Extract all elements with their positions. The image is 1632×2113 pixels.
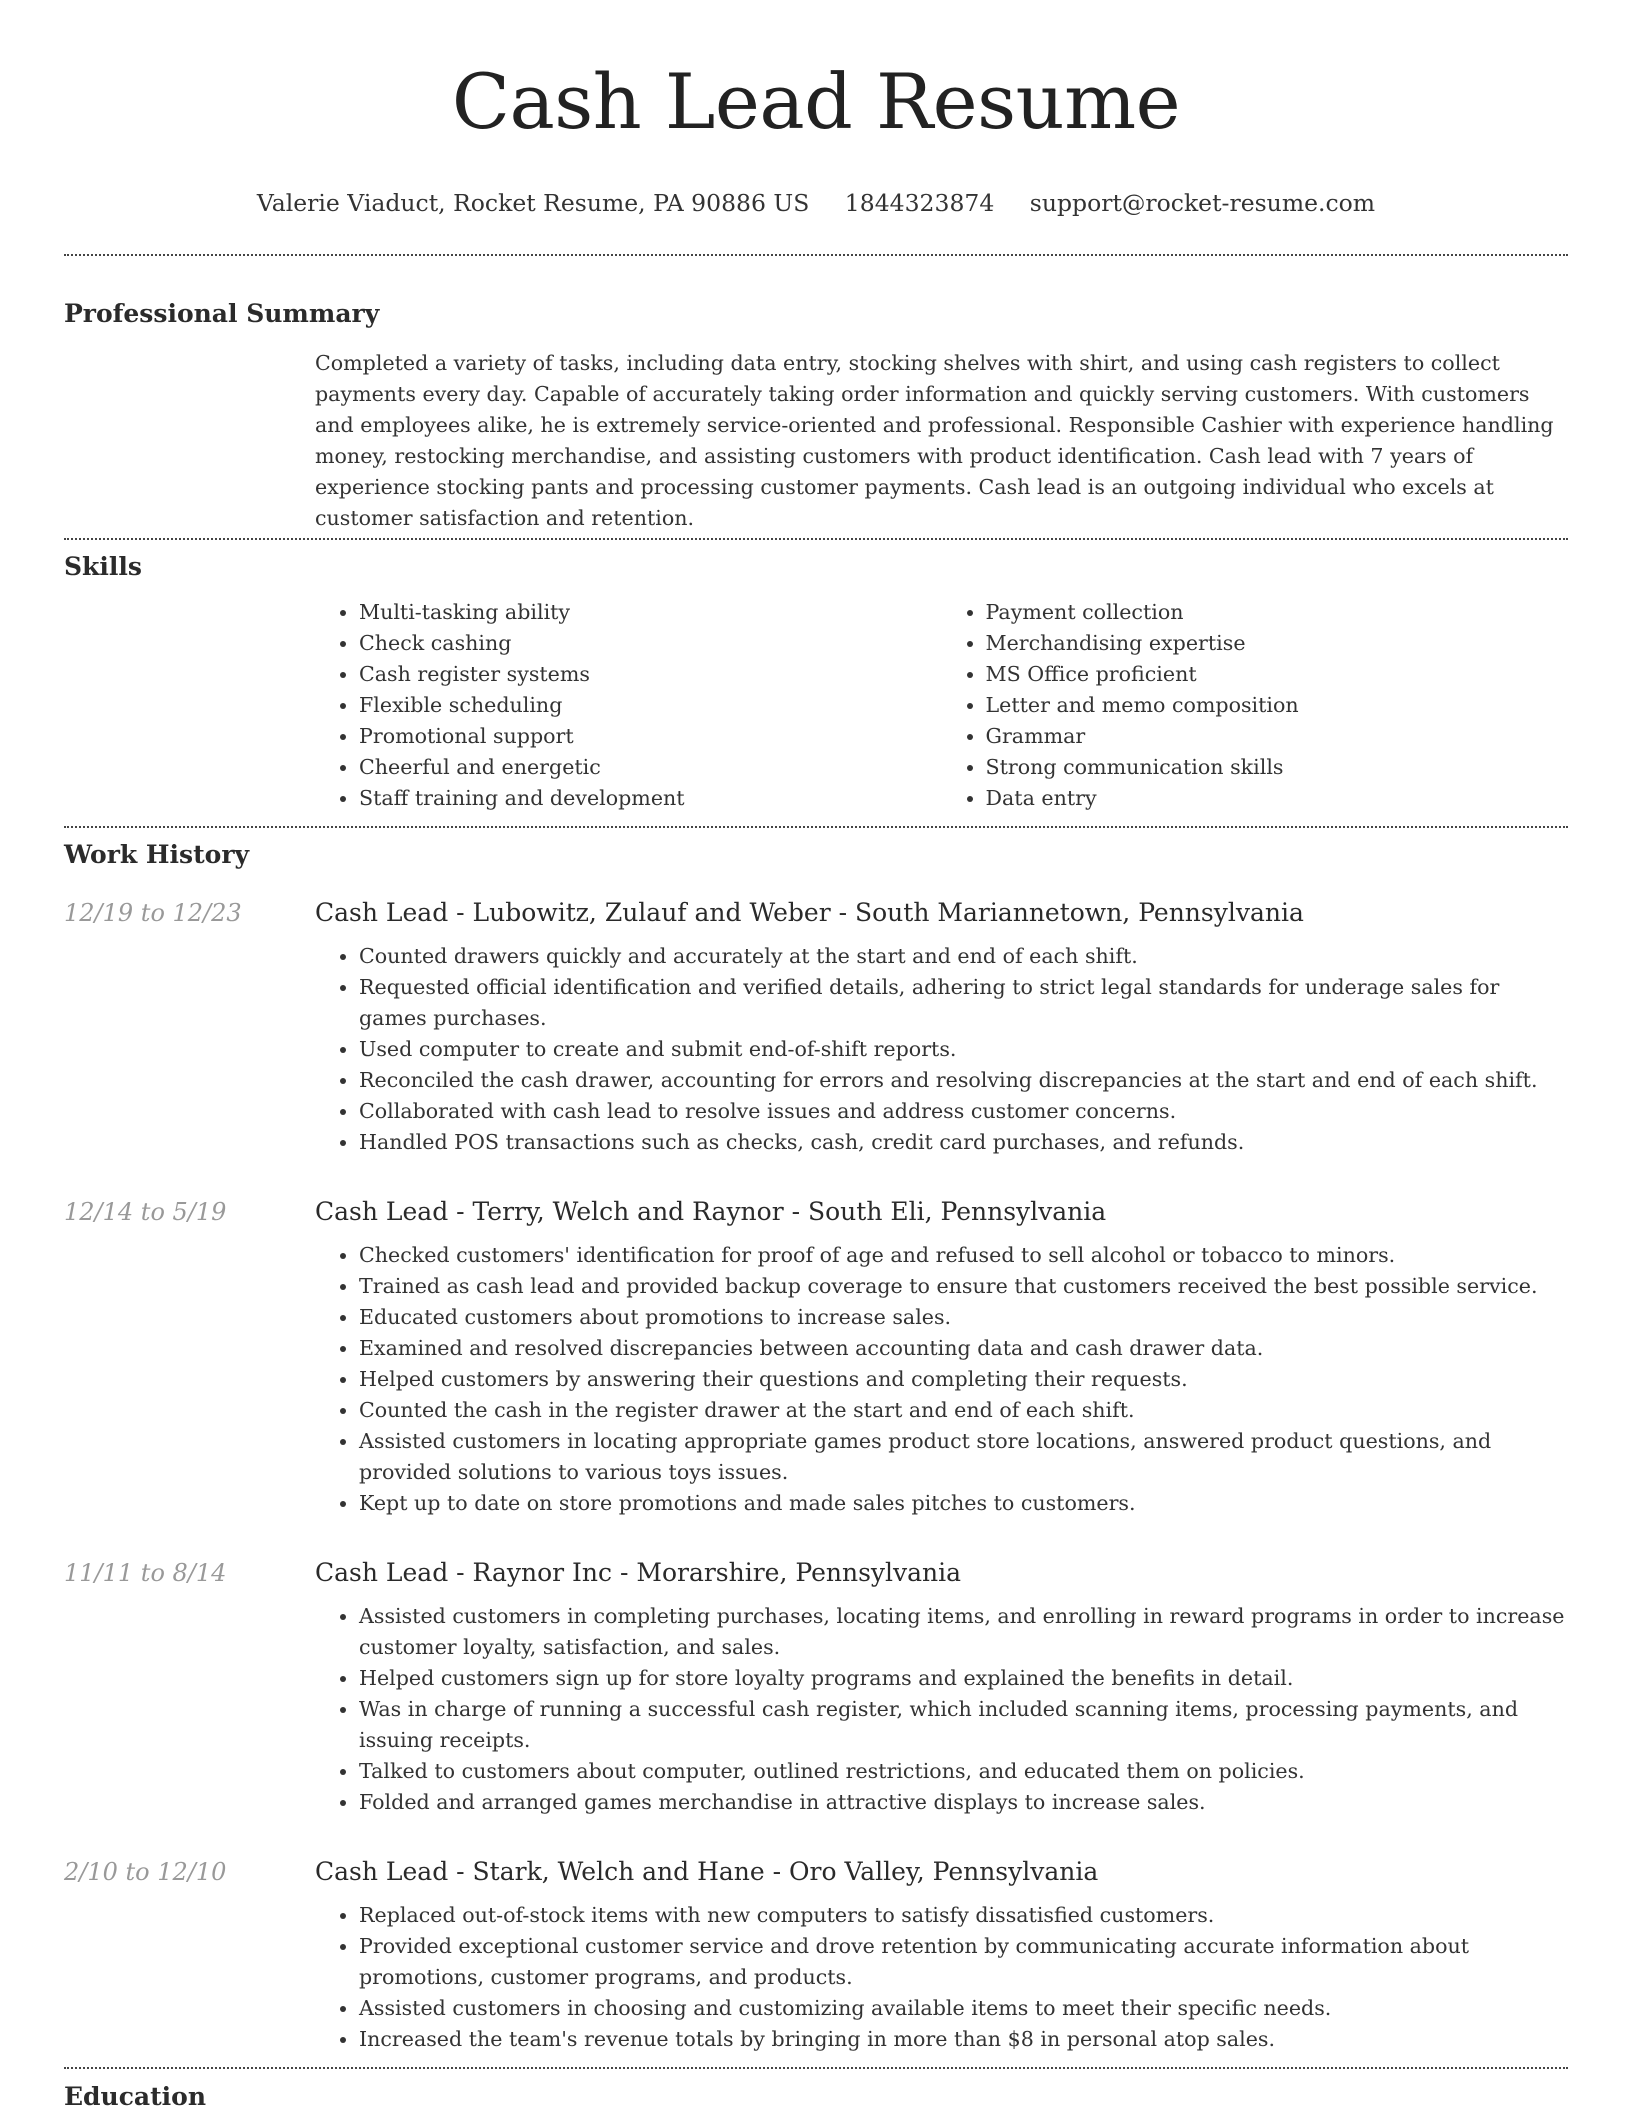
- skills-list-right: [942, 597, 1569, 814]
- job-header: [64, 1557, 1568, 1818]
- skill-item: • Payment collection: [986, 597, 1569, 628]
- section-title-summary: Professional Summary: [64, 299, 380, 328]
- job-body: [315, 897, 1568, 1158]
- job-bullets: [315, 1601, 1568, 1818]
- job-body: [315, 1856, 1568, 2055]
- job-bullet: • Handled POS transactions such as checks, cash, credit card purchases, and refunds.: [359, 1127, 1568, 1158]
- job-title: Cash Lead - Terry, Welch and Raynor - South Eli, Pennsylvania: [315, 1197, 1107, 1226]
- skill-item: • MS Office proficient: [986, 659, 1569, 690]
- contact-line: [64, 188, 1568, 218]
- section-title-education: Education: [64, 2082, 207, 2111]
- job-bullet: • Assisted customers in locating appropriate games product store locations, answered product questions, and provided solutions to various toys issues.: [359, 1426, 1568, 1488]
- job-bullet: • Folded and arranged games merchandise in attractive displays to increase sales.: [359, 1787, 1568, 1818]
- divider: [64, 254, 1568, 256]
- job-bullet: • Counted the cash in the register drawer at the start and end of each shift.: [359, 1395, 1568, 1426]
- skill-item: • Cheerful and energetic: [359, 752, 942, 783]
- job-bullet: • Helped customers by answering their questions and completing their requests.: [359, 1364, 1568, 1395]
- skill-item: • Grammar: [986, 721, 1569, 752]
- job-header: [64, 1856, 1568, 2055]
- job-bullet: • Assisted customers in choosing and customizing available items to meet their specific needs.: [359, 1993, 1568, 2024]
- job-bullet: • Reconciled the cash drawer, accounting for errors and resolving discrepancies at the start and end of each shift.: [359, 1065, 1568, 1096]
- contact-phone: 1844323874: [844, 189, 995, 217]
- skills-grid: [315, 597, 1568, 814]
- contact-address: Valerie Viaduct, Rocket Resume, PA 90886 US: [256, 189, 810, 217]
- job-dates: 12/14 to 5/19: [64, 1198, 227, 1226]
- skill-item: • Strong communication skills: [986, 752, 1569, 783]
- job-bullet: • Increased the team's revenue totals by bringing in more than $8 in personal atop sales.: [359, 2024, 1568, 2055]
- job-dates: 12/19 to 12/23: [64, 899, 242, 927]
- section-title-work: Work History: [64, 840, 250, 869]
- skills-list-left: [315, 597, 942, 814]
- skill-item: • Merchandising expertise: [986, 628, 1569, 659]
- job-bullet: • Assisted customers in completing purchases, locating items, and enrolling in reward programs in order to increase customer loyalty, satisfaction, and sales.: [359, 1601, 1568, 1663]
- skill-item: • Staff training and development: [359, 783, 942, 814]
- job-bullet: • Trained as cash lead and provided backup coverage to ensure that customers received the best possible service.: [359, 1271, 1568, 1302]
- job-bullet: • Helped customers sign up for store loyalty programs and explained the benefits in detail.: [359, 1663, 1568, 1694]
- job-bullets: [315, 941, 1568, 1158]
- summary-row: [64, 348, 1568, 534]
- skills-row: [64, 597, 1568, 814]
- job-bullet: • Educated customers about promotions to increase sales.: [359, 1302, 1568, 1333]
- skills-spacer: [64, 597, 315, 814]
- job-header: [64, 1196, 1568, 1519]
- job-dates: 2/10 to 12/10: [64, 1858, 227, 1886]
- skill-item: • Data entry: [986, 783, 1569, 814]
- job-title: Cash Lead - Lubowitz, Zulauf and Weber - South Mariannetown, Pennsylvania: [315, 898, 1304, 927]
- divider: [64, 2067, 1568, 2069]
- skill-item: • Check cashing: [359, 628, 942, 659]
- skill-item: • Multi-tasking ability: [359, 597, 942, 628]
- job-entry: [64, 897, 1568, 1158]
- job-title: Cash Lead - Stark, Welch and Hane - Oro Valley, Pennsylvania: [315, 1857, 1099, 1886]
- job-title: Cash Lead - Raynor Inc - Morarshire, Pennsylvania: [315, 1558, 962, 1587]
- job-bullet: • Counted drawers quickly and accurately at the start and end of each shift.: [359, 941, 1568, 972]
- job-bullet: • Replaced out-of-stock items with new computers to satisfy dissatisfied customers.: [359, 1900, 1568, 1931]
- job-bullet: • Collaborated with cash lead to resolve issues and address customer concerns.: [359, 1096, 1568, 1127]
- contact-email: support@rocket-resume.com: [1029, 189, 1376, 217]
- divider: [64, 826, 1568, 828]
- job-bullet: • Provided exceptional customer service and drove retention by communicating accurate information about promotions, customer programs, and products.: [359, 1931, 1568, 1993]
- skill-item: • Flexible scheduling: [359, 690, 942, 721]
- job-entry: [64, 1856, 1568, 2055]
- page-title: Cash Lead Resume: [451, 57, 1181, 146]
- job-body: [315, 1557, 1568, 1818]
- skill-item: • Letter and memo composition: [986, 690, 1569, 721]
- divider: [64, 538, 1568, 540]
- summary-body: [315, 348, 1568, 534]
- job-body: [315, 1196, 1568, 1519]
- job-bullet: • Talked to customers about computer, outlined restrictions, and educated them on policies.: [359, 1756, 1568, 1787]
- skill-item: • Promotional support: [359, 721, 942, 752]
- summary-spacer: [64, 348, 315, 534]
- summary-text: Completed a variety of tasks, including data entry, stocking shelves with shirt, and using cash registers to collect payments every day. Capable of accurately taking order information and quickly serving customers. With customers and employees alike, he is extremely service-oriented and professional. Responsible Cashier with experience handling money, restocking merchandise, and assisting customers with product identification. Cash lead with 7 years of experience stocking pants and processing customer payments. Cash lead is an outgoing individual who excels at customer satisfaction and retention.: [315, 351, 1554, 530]
- job-bullets: [315, 1240, 1568, 1519]
- job-bullet: • Requested official identification and verified details, adhering to strict legal standards for underage sales for games purchases.: [359, 972, 1568, 1034]
- job-bullet: • Checked customers' identification for proof of age and refused to sell alcohol or tobacco to minors.: [359, 1240, 1568, 1271]
- job-bullets: [315, 1900, 1568, 2055]
- section-title-skills: Skills: [64, 552, 142, 581]
- skill-item: • Cash register systems: [359, 659, 942, 690]
- job-entry: [64, 1196, 1568, 1519]
- job-bullet: • Kept up to date on store promotions and made sales pitches to customers.: [359, 1488, 1568, 1519]
- job-bullet: • Was in charge of running a successful cash register, which included scanning items, processing payments, and issuing receipts.: [359, 1694, 1568, 1756]
- job-dates: 11/11 to 8/14: [64, 1559, 227, 1587]
- job-entry: [64, 1557, 1568, 1818]
- job-header: [64, 897, 1568, 1158]
- job-bullet: • Used computer to create and submit end-of-shift reports.: [359, 1034, 1568, 1065]
- job-bullet: • Examined and resolved discrepancies between accounting data and cash drawer data.: [359, 1333, 1568, 1364]
